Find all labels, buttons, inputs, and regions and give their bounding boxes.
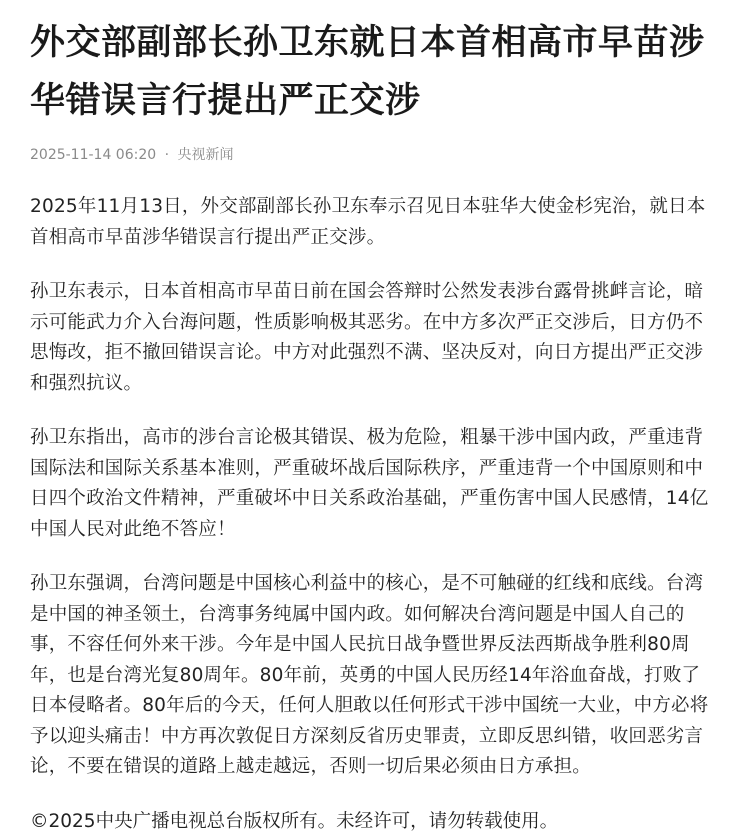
article-body: [30, 192, 712, 837]
article-title: 外交部副部长孙卫东就日本首相高市早苗涉华错误言行提出严正交涉: [30, 23, 705, 121]
paragraph-1: 2025年11月13日，外交部副部长孙卫东奉示召见日本驻华大使金杉宪治，就日本首相高市早苗涉华错误言行提出严正交涉。: [30, 196, 706, 248]
paragraph-4: 孙卫东强调，台湾问题是中国核心利益中的核心，是不可触碰的红线和底线。台湾是中国的神圣领土，台湾事务纯属中国内政。如何解决台湾问题是中国人自己的事，不容任何外来干涉。今年是中国人民抗日战争暨世界反法西斯战争胜利80周年，也是台湾光复80周年。80年前，英勇的中国人民历经14年浴血奋战，打败了日本侵略者。80年后的今天，任何人胆敢以任何形式干涉中国统一大业，中方必将予以迎头痛击！中方再次敦促日方深刻反省历史罪责，立即反思纠错，收回恶劣言论，不要在错误的道路上越走越远，否则一切后果必须由日方承担。: [30, 573, 709, 777]
paragraph-3: 孙卫东指出，高市的涉台言论极其错误、极为危险，粗暴干涉中国内政，严重违背国际法和国际关系基本准则，严重破坏战后国际秩序，严重违背一个中国原则和中日四个政治文件精神，严重破坏中日关系政治基础，严重伤害中国人民感情，14亿中国人民对此绝不答应！: [30, 427, 709, 540]
article-source: 央视新闻: [177, 147, 234, 163]
article-meta: [30, 145, 712, 165]
copyright-notice: ©2025中央广播电视总台版权所有。未经许可，请勿转载使用。: [30, 810, 559, 832]
publish-date: 2025-11-14 06:20: [30, 147, 157, 163]
article: [30, 14, 712, 837]
meta-separator: ·: [164, 147, 170, 163]
paragraph-2: 孙卫东表示，日本首相高市早苗日前在国会答辩时公然发表涉台露骨挑衅言论，暗示可能武力介入台海问题，性质影响极其恶劣。在中方多次严正交涉后，日方仍不思悔改，拒不撤回错误言论。中方对此强烈不满、坚决反对，向日方提出严正交涉和强烈抗议。: [30, 281, 704, 394]
